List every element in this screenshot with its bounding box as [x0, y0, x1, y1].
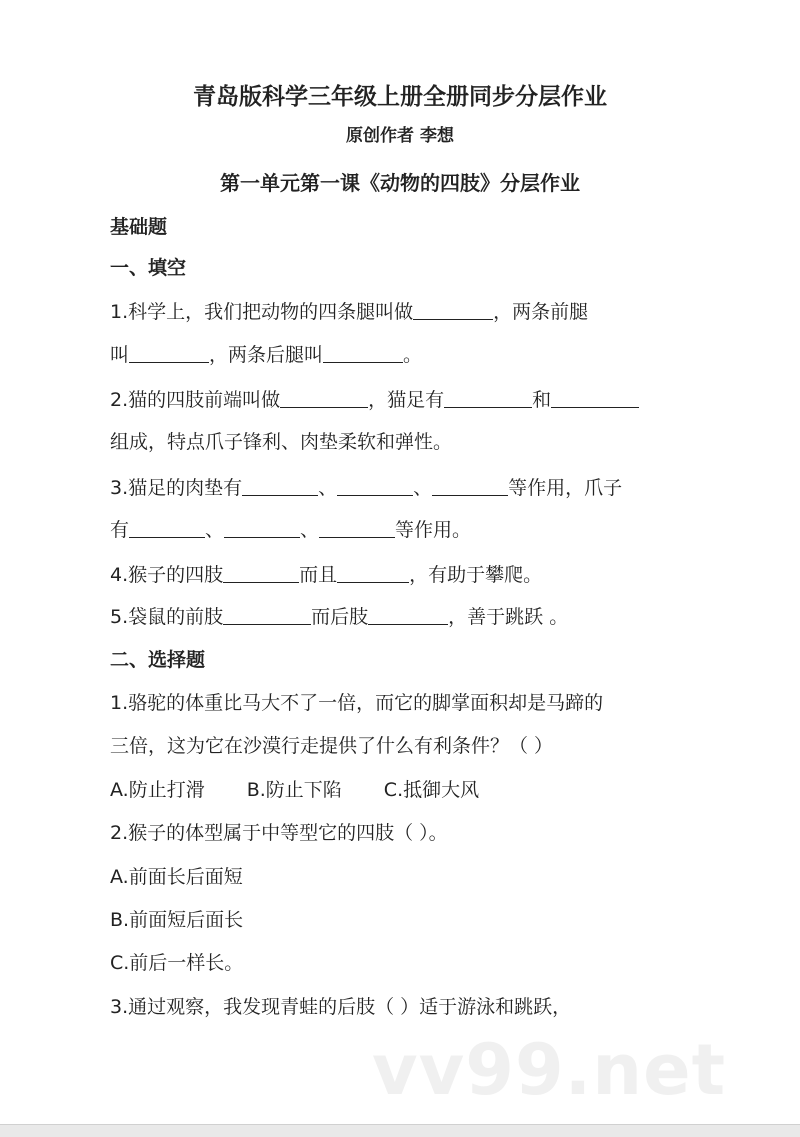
- c1-options: [110, 777, 479, 803]
- c1-line2: 三倍，这为它在沙漠行走提供了什么有利条件？（ ）: [110, 735, 554, 757]
- option-c[interactable]: C.抵御大风: [383, 779, 480, 801]
- q3-line1: 3.猫足的肉垫有 、 、 等作用，爪子: [110, 477, 623, 499]
- blank[interactable]: [223, 562, 299, 583]
- c2-question: 2.猴子的体型属于中等型它的四肢（ ）。: [110, 822, 448, 844]
- option-a[interactable]: A.前面长后面短: [110, 866, 243, 888]
- option-b[interactable]: B.前面短后面长: [110, 909, 244, 931]
- blank[interactable]: [129, 342, 209, 363]
- option-b[interactable]: B.防止下陷: [246, 779, 342, 801]
- watermark: vv99.net: [372, 1029, 727, 1111]
- q1-line1: 1.科学上，我们把动物的四条腿叫做 ，两条前腿: [110, 301, 589, 323]
- blank[interactable]: [129, 517, 205, 538]
- c1-line1: 1.骆驼的体重比马大不了一倍，而它的脚掌面积却是马蹄的: [110, 692, 604, 714]
- c3-question: 3.通过观察，我发现青蛙的后肢（ ）适于游泳和跳跃，: [110, 996, 572, 1018]
- blank[interactable]: [368, 604, 448, 625]
- q2-line1: 2.猫的四肢前端叫做 ，猫足有 和: [110, 387, 639, 413]
- q2-line2: 组成，特点爪子锋利、肉垫柔软和弹性。: [110, 431, 453, 453]
- unit-title: 第一单元第一课《动物的四肢》分层作业: [220, 171, 580, 195]
- blank[interactable]: [323, 342, 403, 363]
- blank[interactable]: [319, 517, 395, 538]
- section-fill-heading: 一、填空: [110, 257, 187, 279]
- blank[interactable]: [224, 517, 300, 538]
- blank[interactable]: [280, 387, 368, 408]
- blank[interactable]: [413, 299, 493, 320]
- blank[interactable]: [242, 475, 318, 496]
- blank[interactable]: [337, 475, 413, 496]
- q4: 4.猴子的四肢 而且 ，有助于攀爬。: [110, 564, 543, 586]
- blank[interactable]: [444, 387, 532, 408]
- q5: 5.袋鼠的前肢 而后肢 ，善于跳跃 。: [110, 606, 569, 628]
- blank[interactable]: [432, 475, 508, 496]
- blank[interactable]: [337, 562, 409, 583]
- blank[interactable]: [551, 387, 639, 408]
- level-heading: 基础题: [110, 216, 168, 238]
- author: 原创作者 李想: [346, 126, 454, 146]
- blank[interactable]: [223, 604, 311, 625]
- option-a[interactable]: A.防止打滑: [110, 779, 205, 801]
- q3-line2: 有 、 、 等作用。: [110, 519, 472, 541]
- section-choice-heading: 二、选择题: [110, 649, 206, 671]
- option-c[interactable]: C.前后一样长。: [110, 952, 244, 974]
- q1-line2: 叫 ，两条后腿叫 。: [110, 344, 423, 366]
- doc-title: 青岛版科学三年级上册全册同步分层作业: [193, 84, 607, 110]
